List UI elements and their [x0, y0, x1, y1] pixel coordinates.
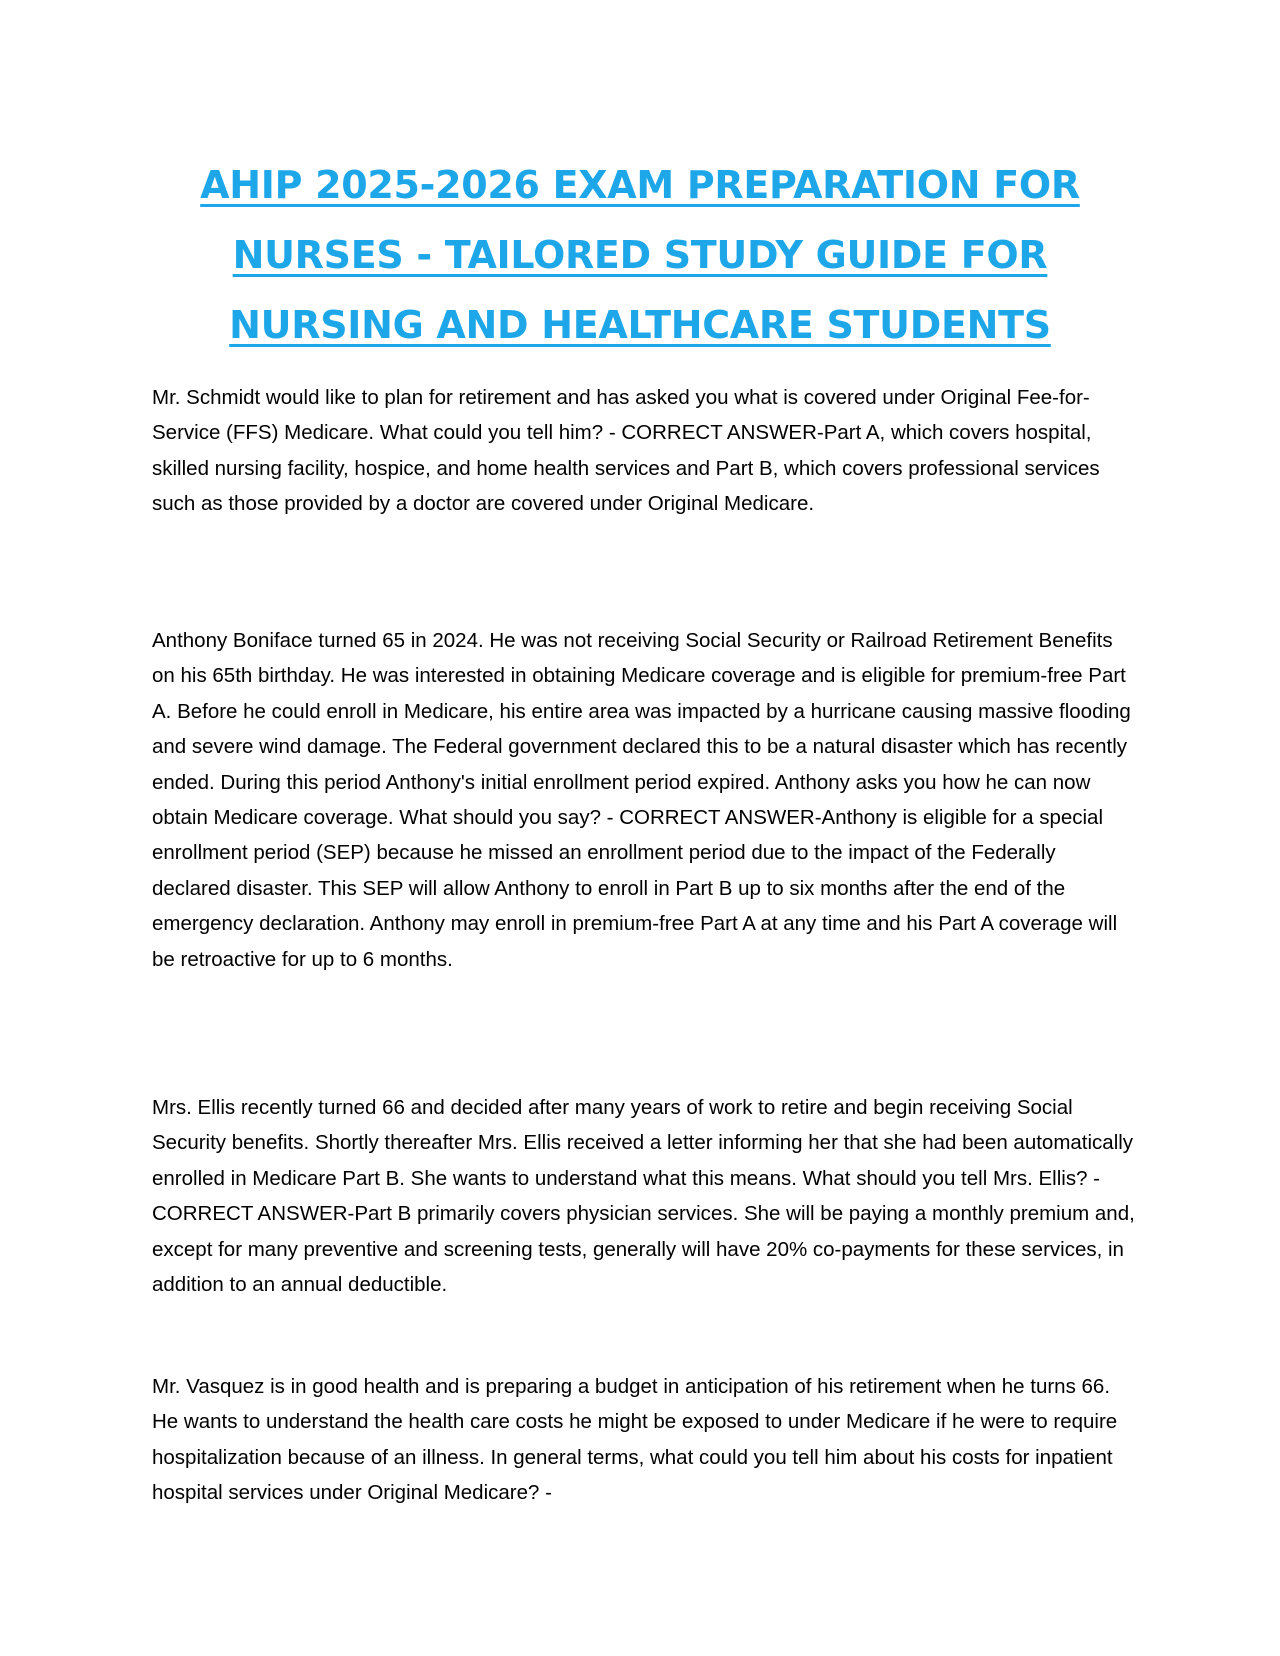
document-title-text: AHIP 2025-2026 EXAM PREPARATION FOR NURSES - TAILORED STUDY GUIDE FOR NURSING AND HEALTHCARE STUDENTS — [200, 163, 1080, 347]
question-answer-paragraph: Mr. Vasquez is in good health and is preparing a budget in anticipation of his retirement when he turns 66. He wants to understand the health care costs he might be exposed to under Medicare if he were to require hospitalization because of an illness. In general terms, what could you tell him about his costs for inpatient hospital services under Original Medicare? - — [152, 1375, 1118, 1505]
question-answer-paragraph: Anthony Boniface turned 65 in 2024. He was not receiving Social Security or Railroad Retirement Benefits on his 65th birthday. He was interested in obtaining Medicare coverage and is eligible for premium-free Part A. Before he could enroll in Medicare, his entire area was impacted by a hurricane causing massive flooding and severe wind damage. The Federal government declared this to be a natural disaster which has recently ended. During this period Anthony's initial enrollment period expired. Anthony asks you how he can now obtain Medicare coverage. What should you say? - CORRECT ANSWER-Anthony is eligible for a special enrollment period (SEP) because he missed an enrollment period due to the impact of the Federally declared disaster. This SEP will allow Anthony to enroll in Part B up to six months after the end of the emergency declaration. Anthony may enroll in premium-free Part A at any time and his Part A coverage will be retroactive for up to 6 months. — [152, 629, 1131, 971]
question-answer-paragraph: Mr. Schmidt would like to plan for retirement and has asked you what is covered under Original Fee-for-Service (FFS) Medicare. What could you tell him? - CORRECT ANSWER-Part A, which covers hospital, skilled nursing facility, hospice, and home health services and Part B, which covers professional services such as those provided by a doctor are covered under Original Medicare. — [152, 386, 1100, 516]
document-title — [150, 150, 1130, 360]
question-answer-paragraph: Mrs. Ellis recently turned 66 and decided after many years of work to retire and begin receiving Social Security benefits. Shortly thereafter Mrs. Ellis received a letter informing her that she had been automatically enrolled in Medicare Part B. She wants to understand what this means. What should you tell Mrs. Ellis? - CORRECT ANSWER-Part B primarily covers physician services. She will be paying a monthly premium and, except for many preventive and screening tests, generally will have 20% co-payments for these services, in addition to an annual deductible. — [152, 1096, 1135, 1297]
